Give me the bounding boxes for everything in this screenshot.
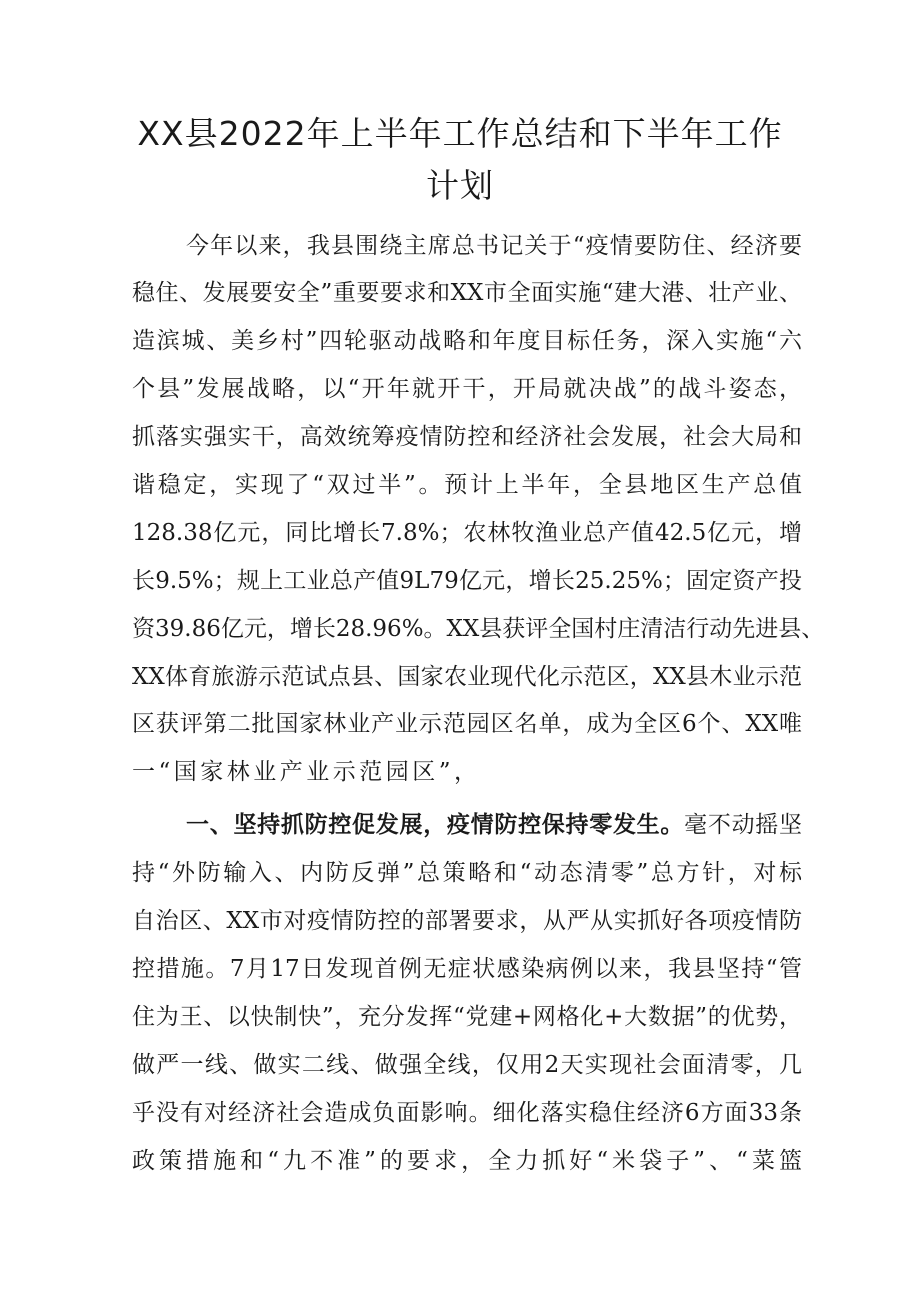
paragraph-line: 控措施。7月17日发现首例无症状感染病例以来，我县坚持“管 — [132, 956, 802, 982]
paragraph-line: 128.38亿元，同比增长7.8%；农林牧渔业总产值42.5亿元，增 — [132, 520, 802, 546]
paragraph-line: 今年以来，我县围绕主席总书记关于“疫情要防住、经济要 — [186, 233, 802, 259]
paragraph-line: XX体育旅游示范试点县、国家农业现代化示范区，XX县木业示范 — [132, 664, 802, 690]
paragraph-line: 区获评第二批国家林业产业示范园区名单，成为全区6个、XX唯 — [132, 711, 802, 737]
paragraph-line: 做严一线、做实二线、做强全线，仅用2天实现社会面清零，几 — [132, 1052, 802, 1078]
section-heading: 一、坚持抓防控促发展，疫情防控保持零发生。 — [186, 812, 685, 838]
paragraph-line: 政策措施和“九不准”的要求，全力抓好“米袋子”、“菜篮 — [132, 1148, 802, 1174]
paragraph-line: 住为王、以快制快”，充分发挥“党建+网格化+大数据”的优势， — [132, 1004, 802, 1030]
paragraph-line: 抓落实强实干，高效统筹疫情防控和经济社会发展，社会大局和 — [132, 424, 802, 450]
paragraph-line: 造滨城、美乡村”四轮驱动战略和年度目标任务，深入实施“六 — [132, 328, 802, 354]
paragraph-line: 持“外防输入、内防反弹”总策略和“动态清零”总方针，对标 — [132, 860, 802, 886]
paragraph-line: 长9.5%；规上工业总产值9L79亿元，增长25.25%；固定资产投 — [132, 568, 802, 594]
paragraph-line: 稳住、发展要安全”重要要求和XX市全面实施“建大港、壮产业、 — [132, 280, 802, 306]
document-title: XX县2022年上半年工作总结和下半年工作 — [137, 114, 783, 153]
paragraph-line: 自治区、XX市对疫情防控的部署要求，从严从实抓好各项疫情防 — [132, 908, 802, 934]
paragraph-line: 谐稳定，实现了“双过半”。预计上半年，全县地区生产总值 — [132, 472, 802, 498]
paragraph-line: 一“国家林业产业示范园区”， — [132, 759, 481, 785]
paragraph-line: 乎没有对经济社会造成负面影响。细化落实稳住经济6方面33条 — [132, 1100, 802, 1126]
section-heading-line — [186, 802, 802, 849]
document-title-continuation: 计划 — [426, 166, 494, 205]
section-heading-tail: 毫不动摇坚 — [684, 812, 803, 838]
paragraph-line: 个县”发展战略，以“开年就开干，开局就决战”的战斗姿态， — [132, 376, 802, 402]
paragraph-line: 资39.86亿元，增长28.96%。XX县获评全国村庄清洁行动先进县、 — [132, 616, 825, 642]
